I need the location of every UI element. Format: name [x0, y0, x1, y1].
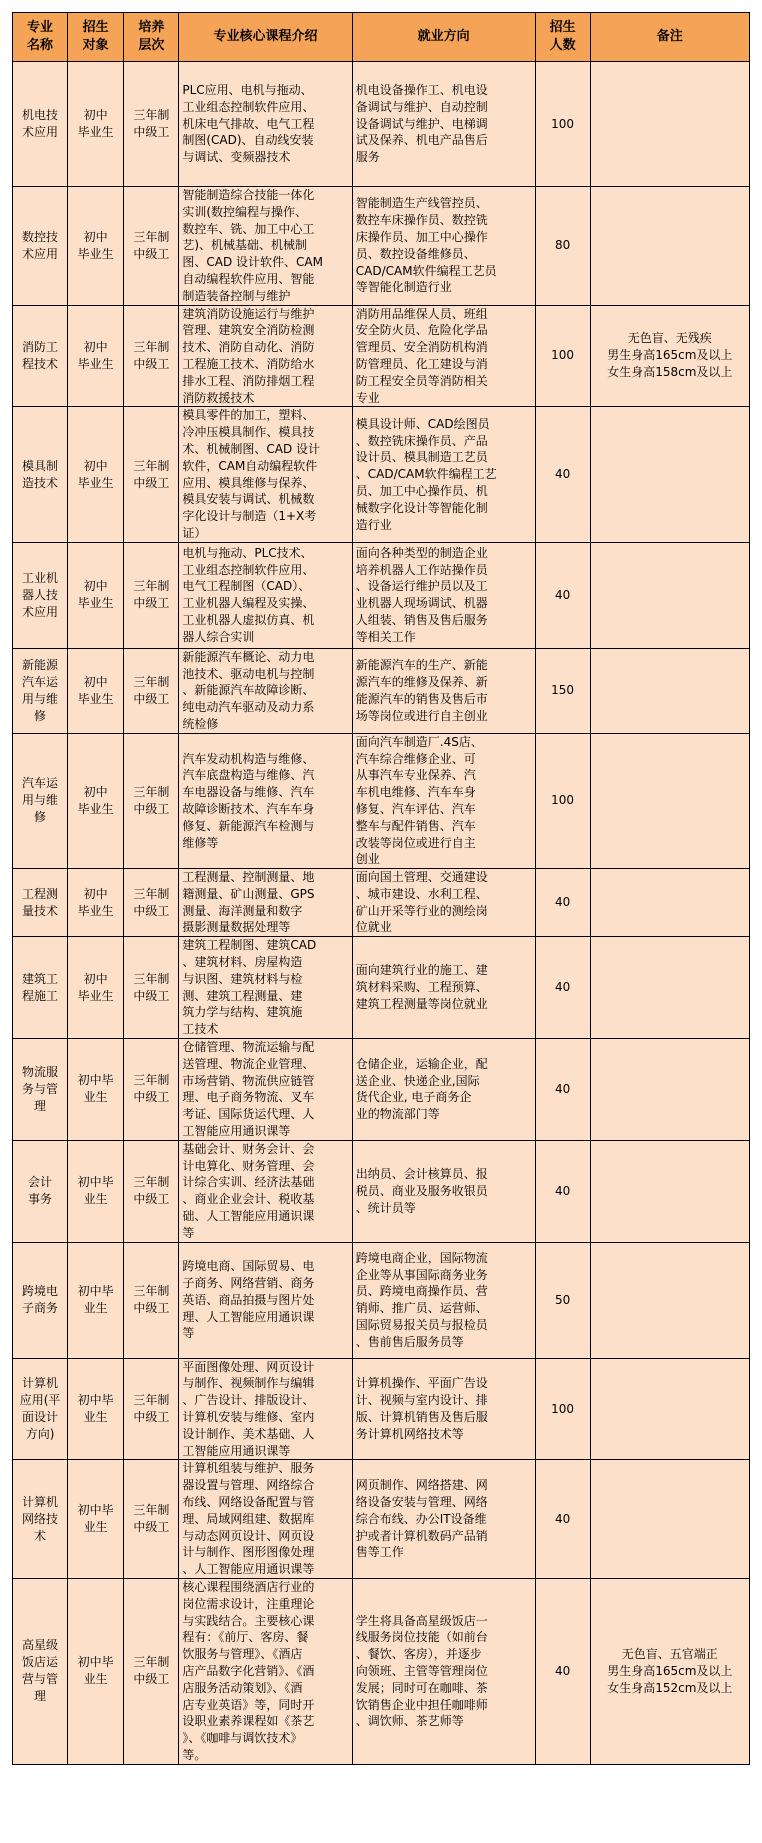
cell-count: 100 [535, 1358, 590, 1460]
cell-courses: 计算机组装与维护、服务 器设置与管理、网络综合 布线、网络设备配置与管 理、局域网组建、数据库 与动态网页设计、网页设 计与制作、图形图像处理 、人工智能应用通识课等 [179, 1460, 352, 1579]
cell-level: 三年制 中级工 [124, 733, 179, 868]
cell-note [590, 1460, 749, 1579]
cell-count: 40 [535, 1460, 590, 1579]
cell-courses: 模具零件的加工，塑料、 冷冲压模具制作、模具技 术、机械制图、CAD 设计 软件，CAM自动编程软件 应用、模具维修与保养、 模具安装与调试、机械数 字化设计与制造（1+X考 证） [179, 407, 352, 542]
table-row [13, 869, 750, 937]
cell-courses: 建筑消防设施运行与维护 管理、建筑安全消防检测 技术、消防自动化、消防 工程施工技术、消防给水 排水工程、消防排烟工程 消防救援技术 [179, 305, 352, 407]
cell-level: 三年制 中级工 [124, 648, 179, 733]
cell-level: 三年制 中级工 [124, 1242, 179, 1358]
cell-major-name: 跨境电 子商务 [13, 1242, 68, 1358]
cell-level: 三年制 中级工 [124, 1140, 179, 1242]
cell-level: 三年制 中级工 [124, 407, 179, 542]
cell-courses: 基础会计、财务会计、会 计电算化、财务管理、会 计综合实训、经济法基础 、商业企业会计、税收基 础、人工智能应用通识课 等 [179, 1140, 352, 1242]
cell-courses: 核心课程围绕酒店行业的 岗位需求设计，注重理论 与实践结合。主要核心课 程有：《前厅、客房、餐 饮服务与管理》、《酒店 店产品数字化营销》、《酒 店服务活动策划》、《酒 店专业英语》等，同时开 设职业素养课程如《茶艺 》、《咖啡与调饮技术》 等。 [179, 1578, 352, 1764]
admissions-table-wrapper [12, 12, 750, 1765]
cell-note: 无色盲、五官端正 男生身高165cm及以上 女生身高152cm及以上 [590, 1578, 749, 1764]
header-jobs: 就业方向 [352, 13, 535, 62]
cell-count: 50 [535, 1242, 590, 1358]
cell-jobs: 出纳员、会计核算员、报 税员、商业及服务收银员 、统计员等 [352, 1140, 535, 1242]
cell-target: 初中 毕业生 [68, 542, 124, 648]
cell-courses: 仓储管理、物流运输与配 送管理、物流企业管理、 市场营销、物流供应链管 理、电子商务物流、叉车 考证、国际货运代理、人 工智能应用通识课等 [179, 1039, 352, 1141]
cell-major-name: 物流服 务与管 理 [13, 1039, 68, 1141]
table-row [13, 648, 750, 733]
cell-count: 40 [535, 937, 590, 1039]
table-row [13, 305, 750, 407]
cell-target: 初中毕 业生 [68, 1242, 124, 1358]
cell-jobs: 面向建筑行业的施工、建 筑材料采购、工程预算、 建筑工程测量等岗位就业 [352, 937, 535, 1039]
cell-jobs: 新能源汽车的生产、新能 源汽车的维修及保养、新 能源汽车的销售及售后市 场等岗位或进行自主创业 [352, 648, 535, 733]
header-count: 招生 人数 [535, 13, 590, 62]
cell-jobs: 面向汽车制造厂.4S店、 汽车综合维修企业、可 从事汽车专业保养、汽 车机电维修、汽车车身 修复、汽车评估、汽车 整车与配件销售、汽车 改装等岗位或进行自主 创业 [352, 733, 535, 868]
cell-target: 初中 毕业生 [68, 733, 124, 868]
cell-target: 初中毕 业生 [68, 1140, 124, 1242]
cell-major-name: 计算机 应用(平 面设计 方向) [13, 1358, 68, 1460]
cell-note [590, 407, 749, 542]
table-row [13, 62, 750, 187]
cell-major-name: 消防工 程技术 [13, 305, 68, 407]
cell-courses: 工程测量、控制测量、地 籍测量、矿山测量、GPS 测量、海洋测量和数字 摄影测量数据处理等 [179, 869, 352, 937]
cell-level: 三年制 中级工 [124, 305, 179, 407]
cell-note [590, 1242, 749, 1358]
cell-courses: 跨境电商、国际贸易、电 子商务、网络营销、商务 英语、商品拍摄与图片处 理、人工智能应用通识课 等 [179, 1242, 352, 1358]
cell-note [590, 648, 749, 733]
cell-level: 三年制 中级工 [124, 869, 179, 937]
table-row [13, 1358, 750, 1460]
cell-major-name: 模具制 造技术 [13, 407, 68, 542]
cell-jobs: 机电设备操作工、机电设 备调试与维护、自动控制 设备调试与维护、电梯调 试及保养、机电产品售后 服务 [352, 62, 535, 187]
table-row [13, 407, 750, 542]
cell-note [590, 1039, 749, 1141]
cell-count: 40 [535, 1039, 590, 1141]
cell-note [590, 869, 749, 937]
cell-note: 无色盲、无残疾 男生身高165cm及以上 女生身高158cm及以上 [590, 305, 749, 407]
table-row [13, 937, 750, 1039]
cell-note [590, 187, 749, 306]
cell-target: 初中 毕业生 [68, 187, 124, 306]
cell-courses: 平面图像处理、网页设计 与制作、视频制作与编辑 、广告设计、排版设计、 计算机安装与维修、室内 设计制作、美术基础、人 工智能应用通识课等 [179, 1358, 352, 1460]
cell-courses: 新能源汽车概论、动力电 池技术、驱动电机与控制 、新能源汽车故障诊断、 纯电动汽车驱动及动力系 统检修 [179, 648, 352, 733]
cell-major-name: 工业机 器人技 术应用 [13, 542, 68, 648]
header-note: 备注 [590, 13, 749, 62]
cell-note [590, 62, 749, 187]
cell-level: 三年制 中级工 [124, 1358, 179, 1460]
cell-jobs: 仓储企业，运输企业，配 送企业、快递企业,国际 货代企业, 电子商务企 业的物流部门等 [352, 1039, 535, 1141]
table-row [13, 1460, 750, 1579]
table-row [13, 1242, 750, 1358]
admissions-table [12, 12, 750, 1765]
cell-jobs: 消防用品维保人员、班组 安全防火员、危险化学品 管理员、安全消防机构消 防管理员、化工建设与消 防工程安全员等消防相关 专业 [352, 305, 535, 407]
cell-level: 三年制 中级工 [124, 187, 179, 306]
cell-count: 100 [535, 733, 590, 868]
cell-jobs: 学生将具备高星级饭店一 线服务岗位技能（如前台 、餐饮、客房），并逐步 向领班、主管等管理岗位 发展；同时可在咖啡、茶 饮销售企业中担任咖啡师 、调饮师、茶艺师等 [352, 1578, 535, 1764]
cell-major-name: 高星级 饭店运 营与管 理 [13, 1578, 68, 1764]
cell-jobs: 跨境电商企业，国际物流 企业等从事国际商务业务 员、跨境电商操作员、营 销师、推广员、运营师、 国际贸易报关员与报检员 、售前售后服务员等 [352, 1242, 535, 1358]
cell-major-name: 会计 事务 [13, 1140, 68, 1242]
header-major-name: 专业 名称 [13, 13, 68, 62]
cell-target: 初中 毕业生 [68, 407, 124, 542]
cell-jobs: 网页制作、网络搭建、网 络设备安装与管理、网络 综合布线、办公IT设备维 护或者计算机数码产品销 售等工作 [352, 1460, 535, 1579]
cell-count: 40 [535, 1140, 590, 1242]
cell-count: 100 [535, 62, 590, 187]
cell-target: 初中 毕业生 [68, 648, 124, 733]
cell-note [590, 733, 749, 868]
cell-note [590, 1358, 749, 1460]
cell-major-name: 汽车运 用与维 修 [13, 733, 68, 868]
cell-count: 40 [535, 407, 590, 542]
cell-jobs: 智能制造生产线管控员、 数控车床操作员、数控铣 床操作员、加工中心操作 员、数控设备维修员、 CAD/CAM软件编程工艺员 等智能化制造行业 [352, 187, 535, 306]
cell-count: 100 [535, 305, 590, 407]
cell-courses: 智能制造综合技能一体化 实训(数控编程与操作、 数控车、铣、加工中心工 艺)、机械基础、机械制 图、CAD 设计软件、CAM 自动编程软件应用、智能 制造装备控制与维护 [179, 187, 352, 306]
cell-target: 初中毕 业生 [68, 1039, 124, 1141]
header-target: 招生 对象 [68, 13, 124, 62]
cell-major-name: 机电技 术应用 [13, 62, 68, 187]
cell-level: 三年制 中级工 [124, 1578, 179, 1764]
cell-target: 初中毕 业生 [68, 1460, 124, 1579]
cell-major-name: 数控技 术应用 [13, 187, 68, 306]
cell-note [590, 937, 749, 1039]
cell-count: 80 [535, 187, 590, 306]
cell-target: 初中 毕业生 [68, 937, 124, 1039]
cell-jobs: 面向国土管理、交通建设 、城市建设、水利工程、 矿山开采等行业的测绘岗 位就业 [352, 869, 535, 937]
header-row [13, 13, 750, 62]
cell-level: 三年制 中级工 [124, 62, 179, 187]
cell-target: 初中毕 业生 [68, 1578, 124, 1764]
cell-target: 初中毕 业生 [68, 1358, 124, 1460]
cell-jobs: 面向各种类型的制造企业 培养机器人工作站操作员 、设备运行维护员以及工 业机器人现场调试、机器 人组装、销售及售后服务 等相关工作 [352, 542, 535, 648]
cell-level: 三年制 中级工 [124, 937, 179, 1039]
cell-major-name: 工程测 量技术 [13, 869, 68, 937]
cell-target: 初中 毕业生 [68, 869, 124, 937]
cell-target: 初中 毕业生 [68, 62, 124, 187]
cell-courses: 建筑工程制图、建筑CAD 、建筑材料、房屋构造 与识图、建筑材料与检 测、建筑工程测量、建 筑力学与结构、建筑施 工技术 [179, 937, 352, 1039]
header-courses: 专业核心课程介绍 [179, 13, 352, 62]
table-row [13, 187, 750, 306]
cell-note [590, 542, 749, 648]
table-row [13, 733, 750, 868]
cell-note [590, 1140, 749, 1242]
table-row [13, 542, 750, 648]
table-row [13, 1039, 750, 1141]
cell-courses: 汽车发动机构造与维修、 汽车底盘构造与维修、汽 车电器设备与维修、汽车 故障诊断技术、汽车车身 修复、新能源汽车检测与 维修等 [179, 733, 352, 868]
cell-count: 40 [535, 542, 590, 648]
cell-major-name: 新能源 汽车运 用与维 修 [13, 648, 68, 733]
cell-major-name: 计算机 网络技 术 [13, 1460, 68, 1579]
cell-major-name: 建筑工 程施工 [13, 937, 68, 1039]
cell-count: 40 [535, 869, 590, 937]
cell-level: 三年制 中级工 [124, 1039, 179, 1141]
table-body [13, 62, 750, 1765]
table-row [13, 1578, 750, 1764]
cell-level: 三年制 中级工 [124, 1460, 179, 1579]
cell-target: 初中 毕业生 [68, 305, 124, 407]
cell-jobs: 模具设计师、CAD绘图员 、数控铣床操作员、产品 设计员、模具制造工艺员 、CAD/CAM软件编程工艺 员、加工中心操作员、机 械数字化设计等智能化制 造行业 [352, 407, 535, 542]
cell-level: 三年制 中级工 [124, 542, 179, 648]
cell-courses: PLC应用、电机与拖动、 工业组态控制软件应用、 机床电气排故、电气工程 制图(CAD)、自动线安装 与调试、变频器技术 [179, 62, 352, 187]
cell-count: 150 [535, 648, 590, 733]
cell-count: 40 [535, 1578, 590, 1764]
header-level: 培养 层次 [124, 13, 179, 62]
cell-courses: 电机与拖动、PLC技术、 工业组态控制软件应用、 电气工程制图（CAD）、 工业机器人编程及实操、 工业机器人虚拟仿真、机 器人综合实训 [179, 542, 352, 648]
table-header [13, 13, 750, 62]
cell-jobs: 计算机操作、平面广告设 计、视频与室内设计、排 版、计算机销售及售后服 务计算机网络技术等 [352, 1358, 535, 1460]
table-row [13, 1140, 750, 1242]
